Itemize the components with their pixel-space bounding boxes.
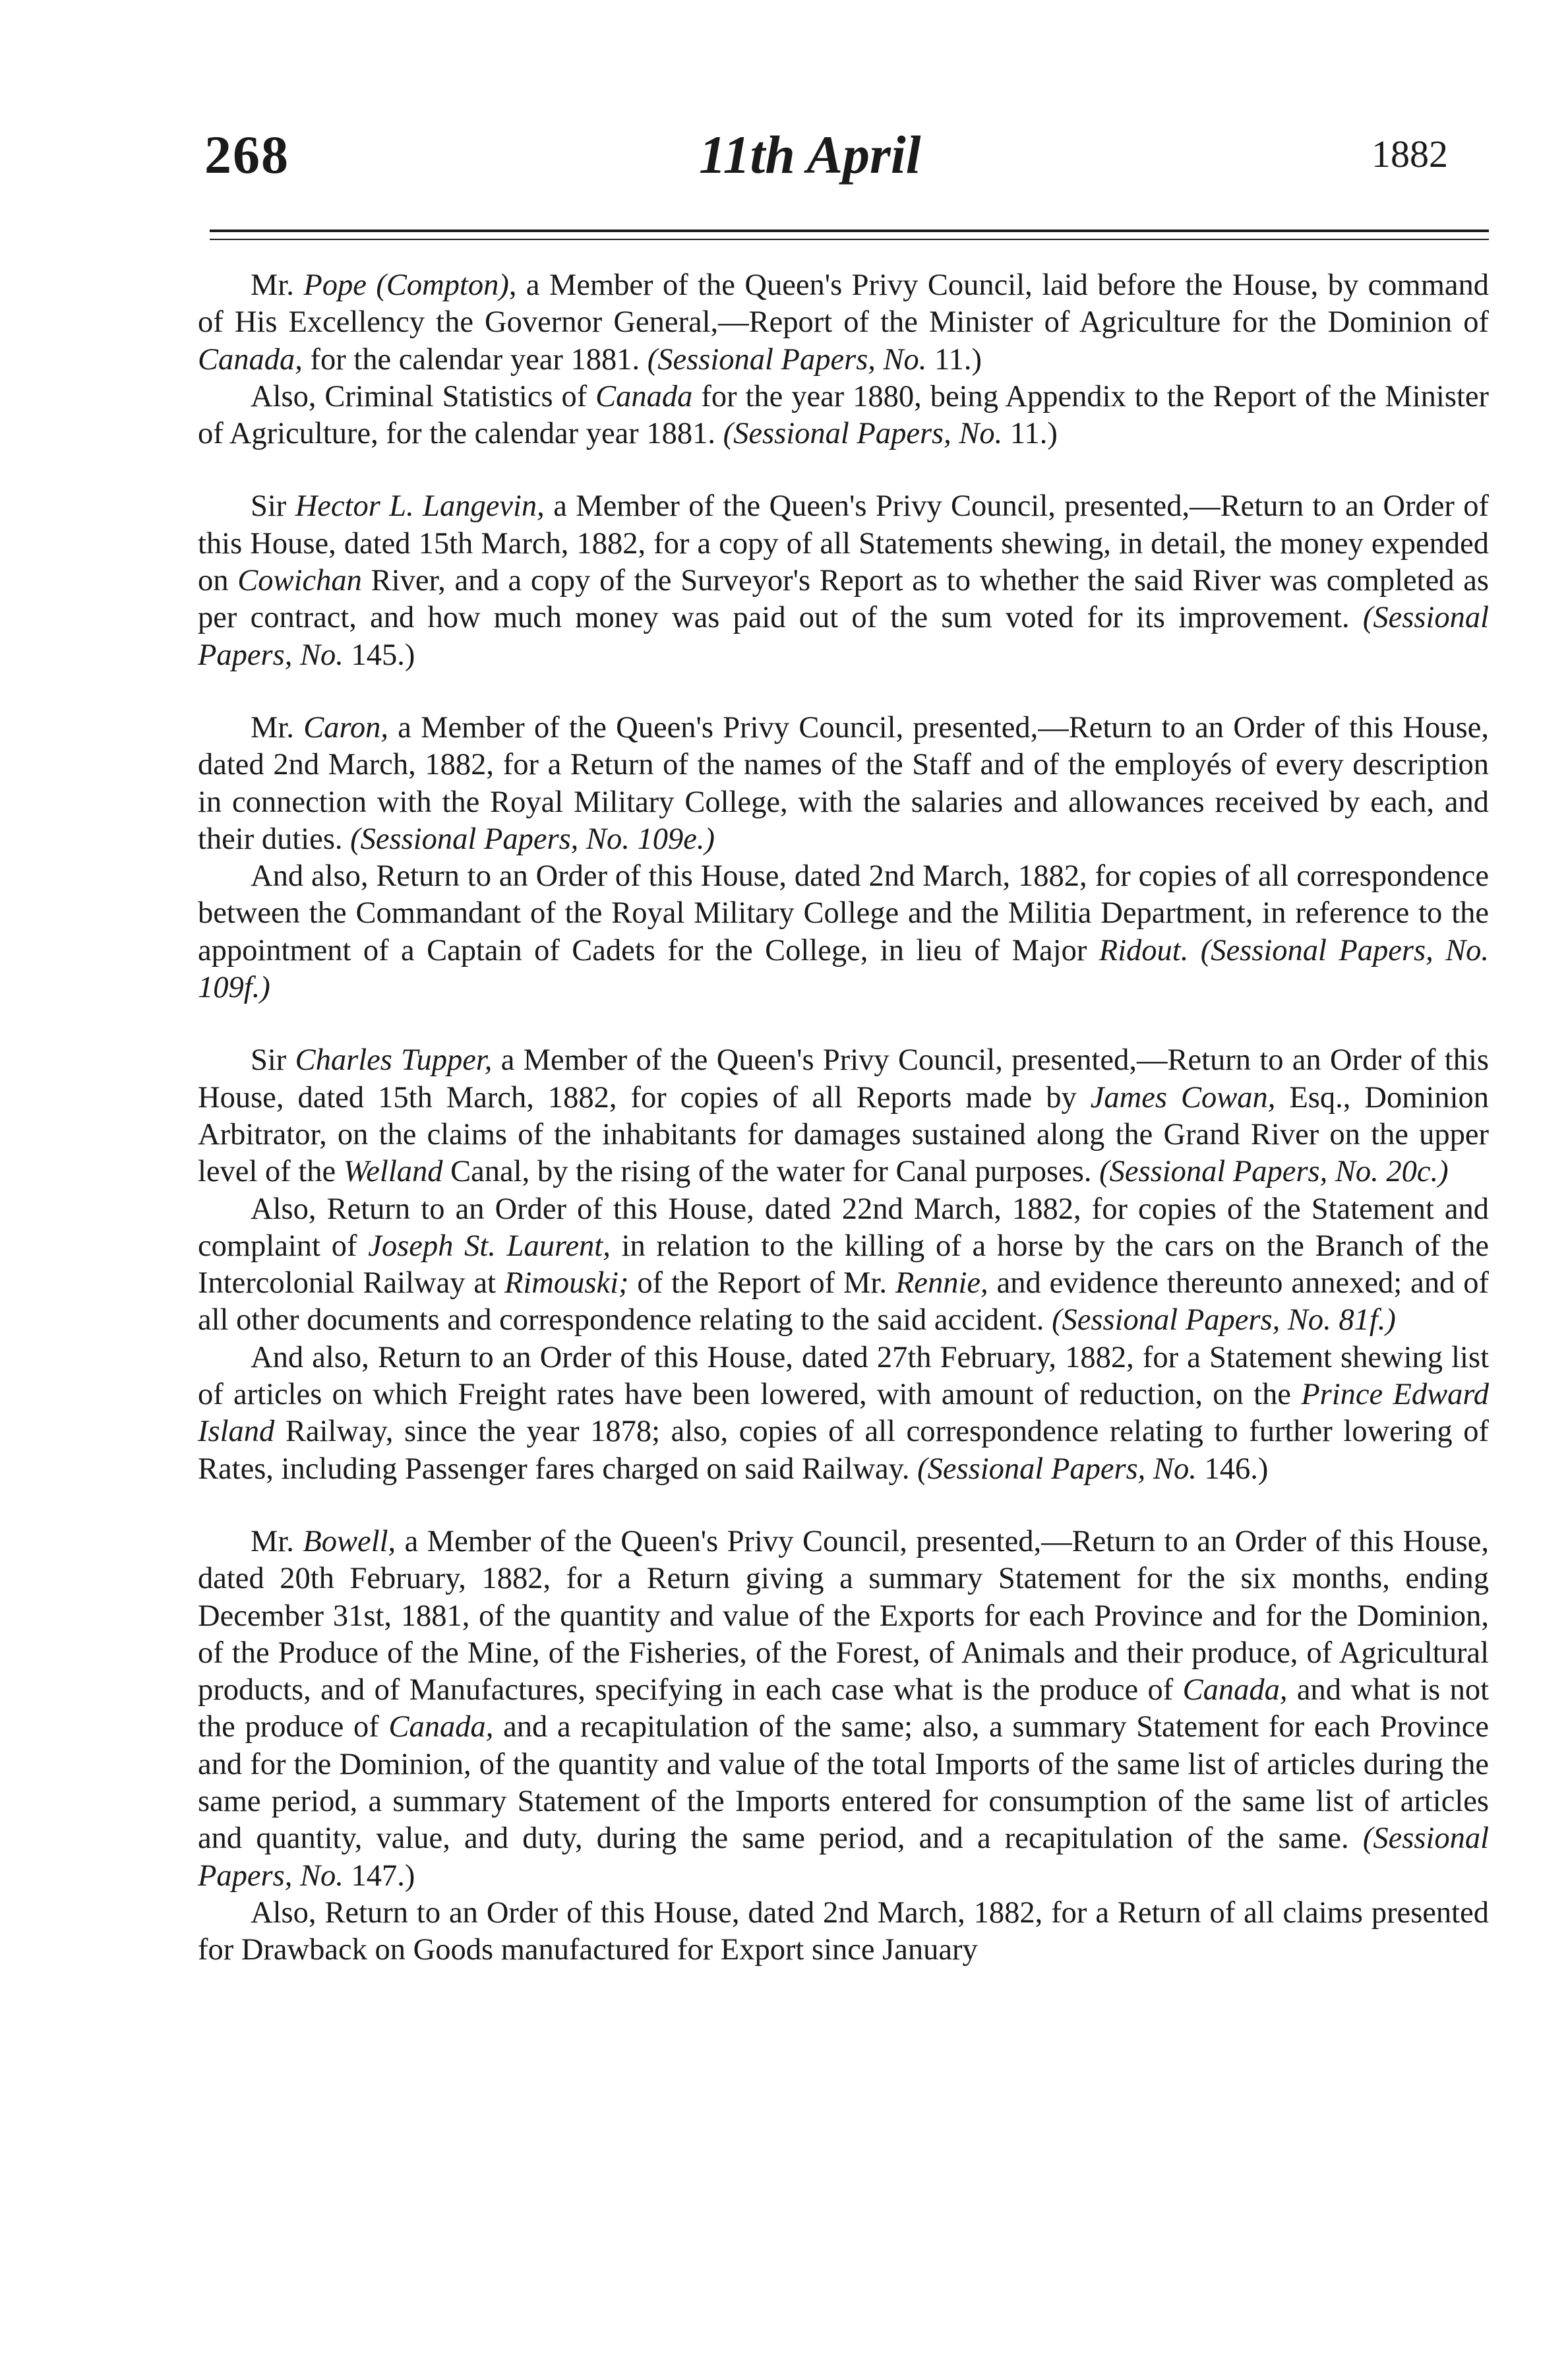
- text-run: a Member of the Queen's Privy Council, presented,—Return to an Order of this House, dated 2nd March, 1882, for a Return of the names of the Staff and of the employés of every description in connection with the Royal Military College, with the salaries and allowances received by each, and their duties.: [198, 710, 1489, 856]
- page-date-heading: 11th April: [699, 125, 921, 185]
- text-run: Canal, by the rising of the water for Canal purposes.: [442, 1155, 1100, 1189]
- journal-body: [198, 267, 1489, 1969]
- text-run: and evidence thereunto annexed; and of all other documents and correspondence relating to the said accident.: [198, 1266, 1489, 1337]
- italic-text: Cowichan: [237, 564, 362, 598]
- text-run: for the calendar year 1881.: [302, 342, 648, 377]
- italic-text: (Sessional Papers, No.: [647, 342, 927, 377]
- italic-text: Prince Edward Island: [198, 1378, 1489, 1449]
- italic-text: James Cowan,: [1090, 1080, 1276, 1115]
- italic-text: (Sessional Papers, No.: [723, 417, 1003, 451]
- italic-text: (Sessional Papers, No.: [350, 822, 630, 856]
- text-run: a Member of the Queen's Privy Council, presented,—Return to an Order of this House, dated 20th February, 1882, for a Return giving a summary Statement for the six months, ending December 31st, 1881, of the quantity and value of the Exports for each Province and for the Dominion, of the Produce of the Mine, of the Fisheries, of the Forest, of Animals and their produce, of Agricultural products, and of Manufactures, specifying in each case what is the produce of: [198, 1524, 1489, 1707]
- italic-text: 109f.): [198, 971, 270, 1005]
- paragraph: [198, 1523, 1489, 1895]
- italic-text: Charles Tupper,: [295, 1043, 493, 1078]
- header-rule-thin: [210, 239, 1489, 240]
- italic-text: (Sessional Papers, No.: [917, 1452, 1197, 1486]
- page-number: 268: [204, 125, 289, 185]
- text-run: 147.): [343, 1858, 415, 1893]
- italic-text: Pope (Compton): [303, 268, 509, 302]
- text-run: [1188, 934, 1200, 967]
- paragraph: [198, 1339, 1489, 1488]
- text-run: Also, Criminal Statistics of: [251, 379, 596, 414]
- text-run: a Member of the Queen's Privy Council, presented,—Return to an Order of this House, dated 15th March, 1882, for copies of all Reports made by: [198, 1043, 1489, 1115]
- italic-text: Rennie,: [895, 1266, 988, 1301]
- italic-text: Ridout.: [1099, 933, 1189, 967]
- italic-text: Hector L. Langevin,: [295, 489, 545, 524]
- text-run: of the Report of Mr.: [628, 1266, 895, 1301]
- italic-text: (Sessional Papers, No.: [1099, 1155, 1379, 1189]
- text-run: Railway, since the year 1878; also, copies of all correspondence relating to further lowering of Rates, including Passenger fares charged on said Railway.: [198, 1415, 1489, 1486]
- text-run: Mr.: [251, 268, 304, 302]
- text-run: and a recapitulation of the same; also, a summary Statement for each Province and for the Dominion, of the quantity and value of the total Imports of the same list of articles during the same period, a summary Statement of the Imports entered for consumption of the same list of articles and quantity, value, and duty, during the same period, and a recapitulation of the same.: [198, 1710, 1489, 1856]
- text-run: River, and a copy of the Surveyor's Report as to whether the said River was completed as per contract, and how much money was paid out of the sum voted for its improvement.: [198, 564, 1489, 635]
- page-year: 1882: [1372, 133, 1448, 175]
- text-run: a Member of the Queen's Privy Council, presented,—Return to an Order of this House, dated 15th March, 1882, for a copy of all Statements shewing, in detail, the money expended on: [198, 489, 1490, 598]
- header-rule-thick: [210, 230, 1489, 232]
- text-run: , a Member of the Queen's Privy Council, laid before the House, by command of His Excellency the Governor General,—Report of the Minister of Agriculture for the Dominion of: [198, 268, 1490, 340]
- text-run: Sir: [251, 489, 295, 524]
- italic-text: (Sessional Papers, No.: [198, 601, 1489, 672]
- paragraph: [198, 1895, 1489, 1969]
- text-run: And also, Return to an Order of this House, dated 27th February, 1882, for a Statement shewing list of articles on which Freight rates have been lowered, with amount of reduction, on the: [198, 1340, 1489, 1412]
- text-run: 11.): [926, 342, 982, 377]
- italic-text: Bowell,: [303, 1524, 396, 1558]
- paragraph: [198, 710, 1489, 858]
- paragraph: [198, 858, 1489, 1006]
- text-run: for the year 1880, being Appendix to the Report of the Minister of Agriculture, for the calendar year 1881.: [198, 379, 1489, 451]
- text-run: 145.): [343, 638, 415, 672]
- italic-text: (Sessional Papers, No.: [198, 1822, 1489, 1893]
- paragraph: [198, 1191, 1489, 1339]
- italic-text: 109e.): [629, 822, 715, 856]
- text-run: 11.): [1002, 417, 1058, 451]
- paragraph: [198, 267, 1489, 379]
- italic-text: Welland: [343, 1155, 443, 1189]
- italic-text: (Sessional Papers, No.: [1052, 1303, 1331, 1337]
- text-run: Mr.: [251, 710, 304, 745]
- italic-text: Canada: [595, 379, 693, 414]
- text-run: in relation to the killing of a horse by the cars on the Branch of the Intercolonial Railway at: [198, 1229, 1489, 1301]
- text-run: Esq., Dominion Arbitrator, on the claims of the inhabitants for damages sustained along the Grand River on the upper level of the: [198, 1080, 1489, 1189]
- text-run: And also, Return to an Order of this House, dated 2nd March, 1882, for copies of all correspondence between the Commandant of the Royal Military College and the Militia Department, in reference to the appointment of a Captain of Cadets for the College, in lieu of Major: [198, 859, 1489, 967]
- italic-text: Caron,: [303, 710, 388, 745]
- text-run: Sir: [251, 1043, 295, 1078]
- text-run: 146.): [1196, 1452, 1269, 1486]
- paragraph: [198, 488, 1489, 673]
- italic-text: Rimouski;: [504, 1266, 629, 1301]
- paragraph: [198, 1042, 1489, 1190]
- italic-text: Canada,: [388, 1710, 494, 1744]
- italic-text: 20c.): [1378, 1155, 1449, 1189]
- text-run: and what is not the produce of: [198, 1673, 1490, 1744]
- text-run: Also, Return to an Order of this House, dated 22nd March, 1882, for copies of the Statement and complaint of: [198, 1192, 1489, 1263]
- paragraph: [198, 379, 1489, 453]
- italic-text: Canada,: [198, 342, 303, 377]
- italic-text: Joseph St. Laurent,: [368, 1229, 611, 1263]
- italic-text: (Sessional Papers, No.: [1200, 933, 1490, 967]
- italic-text: 81f.): [1331, 1303, 1396, 1337]
- text-run: Mr.: [251, 1524, 303, 1558]
- italic-text: Canada,: [1182, 1673, 1288, 1707]
- text-run: Also, Return to an Order of this House, dated 2nd March, 1882, for a Return of all claims presented for Drawback on Goods manufactured for Export since January: [198, 1895, 1489, 1967]
